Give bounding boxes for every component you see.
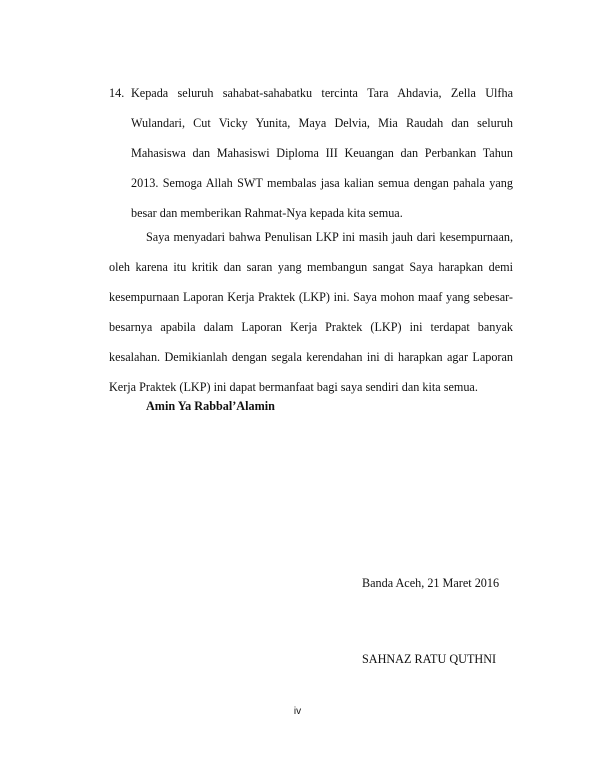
list-item-text: Kepada seluruh sahabat-sahabatku tercinta Tara Ahdavia, Zella Ulfha Wulandari, Cut Vicky Yunita, Maya Delvia, Mia Raudah dan seluruh Mahasiswa dan Mahasiswi Diploma III Keuangan dan Perbankan Tahun 2013. Semoga Allah SWT membalas jasa kalian semua dengan pahala yang besar dan memberikan Rahmat-Nya kepada kita semua. [131, 86, 513, 220]
body-paragraph: Saya menyadari bahwa Penulisan LKP ini masih jauh dari kesempurnaan, oleh karena itu kritik dan saran yang membangun sangat Saya harapkan demi kesempurnaan Laporan Kerja Praktek (LKP) ini. Saya mohon maaf yang sebesar-besarnya apabila dalam Laporan Kerja Praktek (LKP) ini terdapat banyak kesalahan. Demikianlah dengan segala kerendahan ini di harapkan agar Laporan Kerja Praktek (LKP) ini dapat bermanfaat bagi saya sendiri dan kita semua. [109, 230, 513, 394]
page-number: iv [293, 706, 302, 717]
signature-place-date: Banda Aceh, 21 Maret 2016 [362, 576, 500, 590]
acknowledgement-list-item [109, 78, 513, 228]
signer-name: SAHNAZ RATU QUTHNI [362, 652, 497, 666]
list-item-number: 14. [109, 86, 125, 100]
closing-prayer: Amin Ya Rabbal’Alamin [146, 399, 275, 413]
